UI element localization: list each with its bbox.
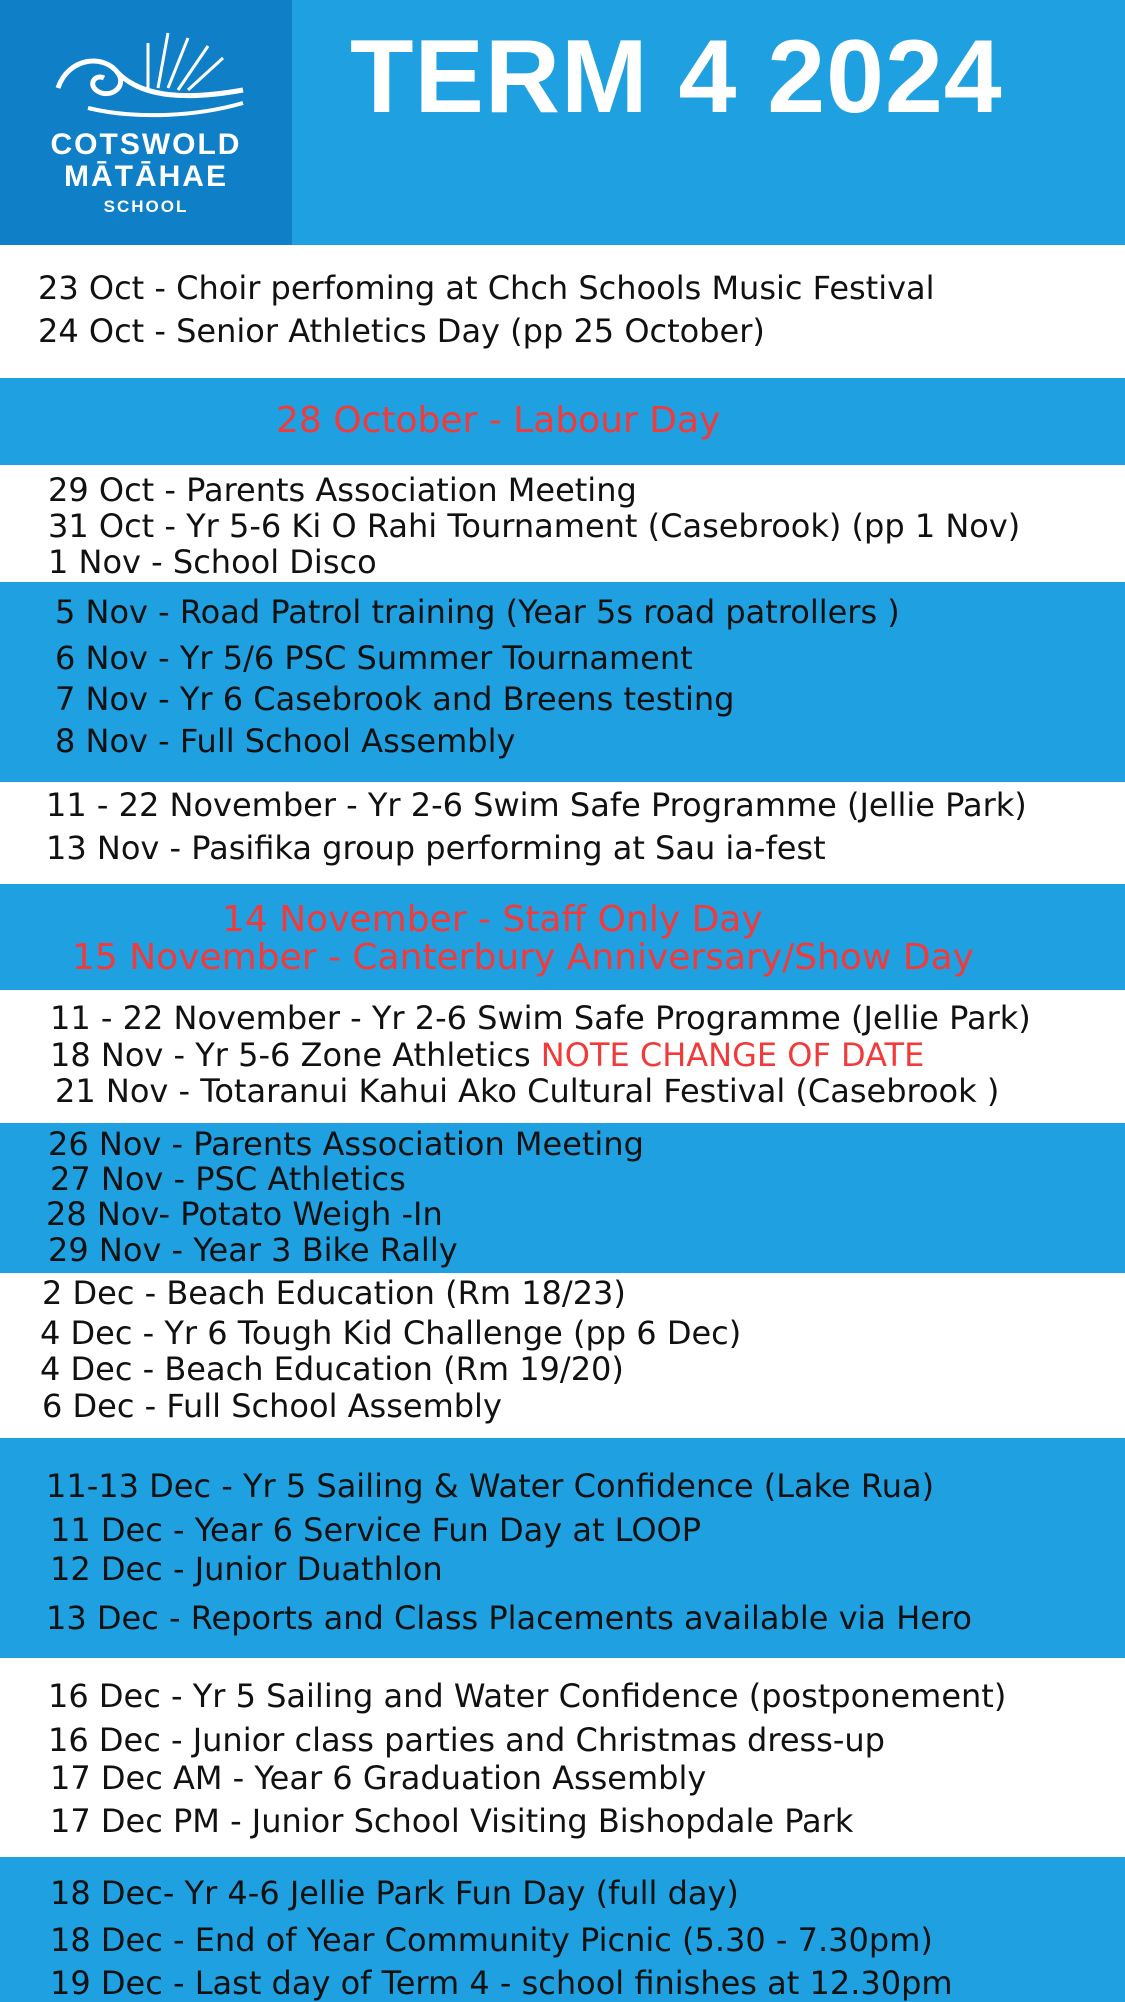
fern-wave-icon (48, 28, 248, 123)
event-item: 4 Dec - Beach Education (Rm 19/20) (40, 1350, 624, 1388)
event-text: 18 Nov - Yr 5-6 Zone Athletics (50, 1036, 531, 1074)
school-name-line2: MĀTĀHAE (64, 160, 228, 193)
page-title: TERM 4 2024 (350, 19, 1003, 135)
event-item: 13 Dec - Reports and Class Placements available via Hero (46, 1599, 972, 1637)
event-item: 19 Dec - Last day of Term 4 - school finishes at 12.30pm (50, 1964, 953, 2002)
event-item: 1 Nov - School Disco (48, 543, 377, 581)
event-item: 6 Dec - Full School Assembly (42, 1387, 502, 1425)
event-item: 17 Dec PM - Junior School Visiting Bishopdale Park (50, 1802, 854, 1840)
event-item: 24 Oct - Senior Athletics Day (pp 25 October) (38, 312, 765, 350)
event-item: 5 Nov - Road Patrol training (Year 5s road patrollers ) (55, 593, 900, 631)
event-item: 27 Nov - PSC Athletics (50, 1160, 406, 1198)
holiday-item: 14 November - Staff Only Day (222, 899, 763, 940)
event-item: 17 Dec AM - Year 6 Graduation Assembly (50, 1759, 707, 1797)
event-item: 16 Dec - Junior class parties and Christmas dress-up (48, 1721, 885, 1759)
events-block-6 (0, 1123, 1125, 1273)
school-logo (0, 0, 292, 245)
event-item: 6 Nov - Yr 5/6 PSC Summer Tournament (55, 639, 693, 677)
event-item: 18 Dec- Yr 4-6 Jellie Park Fun Day (full day) (50, 1874, 739, 1912)
event-item: 2 Dec - Beach Education (Rm 18/23) (42, 1274, 626, 1312)
school-name-line3: SCHOOL (103, 197, 189, 216)
event-item: 31 Oct - Yr 5-6 Ki O Rahi Tournament (Casebrook) (pp 1 Nov) (48, 507, 1021, 545)
event-item (50, 1036, 925, 1074)
events-block-8 (0, 1438, 1125, 1658)
events-block-10 (0, 1857, 1125, 2000)
holiday-item: 15 November - Canterbury Anniversary/Show Day (72, 937, 974, 978)
event-item: 26 Nov - Parents Association Meeting (48, 1125, 644, 1163)
events-block-5 (0, 990, 1125, 1123)
school-name-line1: COTSWOLD (50, 128, 242, 161)
note-change-of-date: NOTE CHANGE OF DATE (540, 1036, 925, 1074)
event-item: 18 Dec - End of Year Community Picnic (5.30 - 7.30pm) (50, 1921, 933, 1959)
holiday-block-1 (0, 378, 1125, 465)
event-item: 23 Oct - Choir perfoming at Chch Schools Music Festival (38, 269, 935, 307)
event-item: 16 Dec - Yr 5 Sailing and Water Confidence (postponement) (48, 1677, 1007, 1715)
event-item: 13 Nov - Pasifika group performing at Sau ia-fest (46, 829, 826, 867)
event-item: 8 Nov - Full School Assembly (55, 722, 516, 760)
holiday-block-2 (0, 884, 1125, 990)
events-block-2 (0, 465, 1125, 582)
events-block-4 (0, 782, 1125, 884)
event-item: 12 Dec - Junior Duathlon (50, 1550, 443, 1588)
events-block-3 (0, 582, 1125, 782)
events-block-9 (0, 1658, 1125, 1857)
header (0, 0, 1125, 245)
event-item: 21 Nov - Totaranui Kahui Ako Cultural Festival (Casebrook ) (55, 1072, 1000, 1110)
event-item: 4 Dec - Yr 6 Tough Kid Challenge (pp 6 Dec) (40, 1314, 742, 1352)
events-block-7 (0, 1273, 1125, 1438)
event-item: 29 Nov - Year 3 Bike Rally (48, 1231, 458, 1269)
event-item: 11 - 22 November - Yr 2-6 Swim Safe Programme (Jellie Park) (46, 786, 1027, 824)
event-item: 11 - 22 November - Yr 2-6 Swim Safe Programme (Jellie Park) (50, 999, 1031, 1037)
holiday-item: 28 October - Labour Day (276, 400, 721, 441)
event-item: 7 Nov - Yr 6 Casebrook and Breens testing (55, 680, 735, 718)
event-item: 28 Nov- Potato Weigh -In (46, 1195, 443, 1233)
event-item: 11-13 Dec - Yr 5 Sailing & Water Confidence (Lake Rua) (46, 1467, 935, 1505)
events-block-1 (0, 245, 1125, 378)
event-item: 11 Dec - Year 6 Service Fun Day at LOOP (50, 1511, 702, 1549)
event-item: 29 Oct - Parents Association Meeting (48, 471, 637, 509)
